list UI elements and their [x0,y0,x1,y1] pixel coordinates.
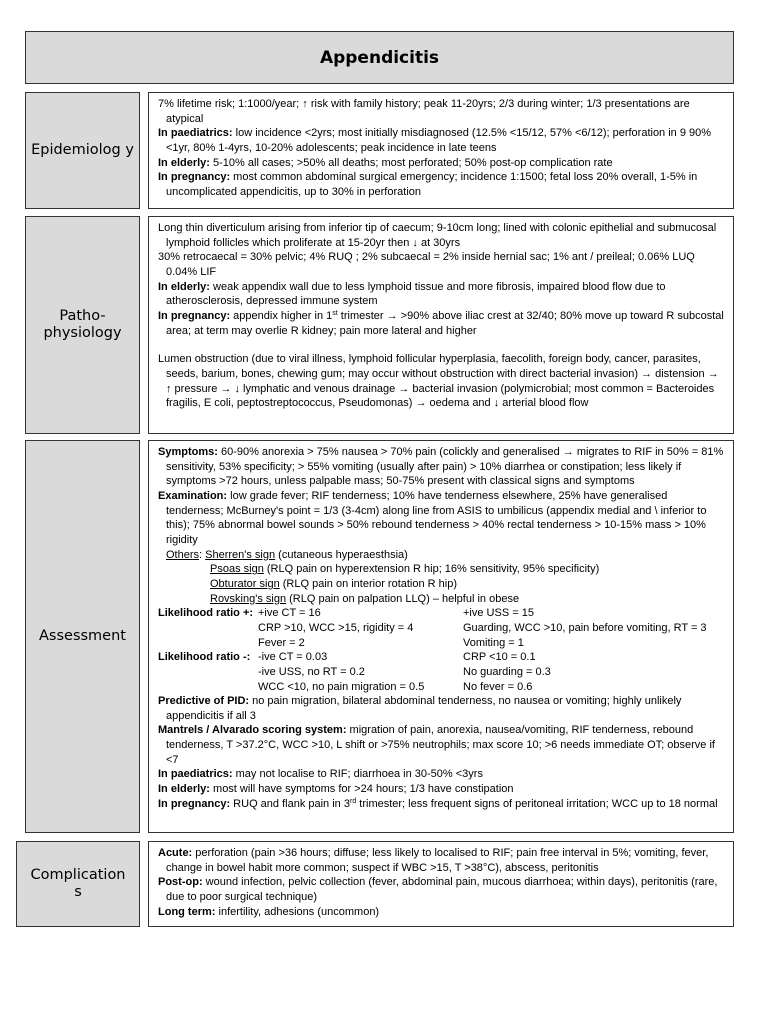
section-epidemiology [148,92,734,209]
section-label-complications: Complication s [16,841,140,927]
epi-line-2: In elderly: 5-10% all cases; >50% all deaths; most perforated; 50% post-op complication rate [158,156,613,169]
comp-acute: Acute: perforation (pain >36 hours; diffuse; less likely to localised to RIF; pain free interval in 5%; vomiting, fever, change in bowel habit more common; suspect if WBC >15, T >38°C), abscess, peritonitis [158,847,709,874]
assess-pid: Predictive of PID: no pain migration, bilateral abdominal tenderness, no nausea or vomiting; highly unlikely appendicitis if all 3 [158,695,682,722]
assess-pregnancy: In pregnancy: RUQ and flank pain in 3rd trimester; less frequent signs of peritoneal irritation; WCC up to 18 normal [158,797,718,810]
assess-elderly: In elderly: most will have symptoms for >24 hours; 1/3 have constipation [158,783,514,796]
title-box [25,31,734,84]
assess-symptoms: Symptoms: 60-90% anorexia > 75% nausea > 70% pain (colickly and generalised → migrates to RIF in 50% = 81% sensitivity, 53% specificity; > 55% vomiting (usually after pain) > 10% diarrhea or constipation; less likely if symptoms >72 hours, unless palpable mass; 50-75% present with classical signs and symptoms [158,446,724,488]
epi-line-0: 7% lifetime risk; 1:1000/year; ↑ risk with family history; peak 11-20yrs; 2/3 during winter; 1/3 presentations are atypical [158,98,690,125]
assess-obturator: Obturator sign (RLQ pain on interior rotation R hip) [210,577,458,590]
assess-mantrels: Mantrels / Alvarado scoring system: migration of pain, anorexia, nausea/vomiting, RIF tenderness, rebound tenderness, T >37.2°C, WCC >10, L shift or >75% neutrophils; max score 10; >6 needs immediate OT; observe if <7 [158,724,715,766]
patho-pregnancy: In pregnancy: appendix higher in 1st trimester → >90% above iliac crest at 32/40; 80% move up toward R subcostal area; at term may overlie R kidney; pain more lateral and higher [158,309,724,337]
epi-line-1: In paediatrics: low incidence <2yrs; most initially misdiagnosed (12.5% <15/12, 57% <6/12); perforation in 9 90% <1yr, 80% 1-4yrs, 10-20% adolescents; peak incidence in late teens [158,127,712,154]
section-label-assessment: Assessment [25,440,140,833]
lr-negative-row-0: Likelihood ratio -: -ive CT = 0.03 CRP <10 = 0.1 [158,651,536,664]
assess-paediatrics: In paediatrics: may not localise to RIF; diarrhoea in 30-50% <3yrs [158,768,483,781]
patho-line-2: 30% retrocaecal = 30% pelvic; 4% RUQ ; 2% subcaecal = 2% inside hernial sac; 1% ant / preileal; 0.06% LUQ 0.04% LIF [158,251,695,278]
section-label-pathophysiology: Patho- physiology [25,216,140,434]
assess-others: Others: Sherren's sign (cutaneous hyperaesthsia) [166,548,408,561]
section-complications [148,841,734,927]
section-label-epidemiology: Epidemiolog y [25,92,140,209]
comp-longterm: Long term: infertility, adhesions (uncommon) [158,905,380,918]
patho-elderly: In elderly: weak appendix wall due to less lymphoid tissue and more fibrosis, impaired blood flow due to atherosclerosis, depressed immune system [158,280,666,308]
epi-line-3: In pregnancy: most common abdominal surgical emergency; incidence 1:1500; fetal loss 20% overall, 1-5% in uncomplicated appendicitis, up to 30% in perforation [158,171,698,198]
lr-positive-row-1: CRP >10, WCC >15, rigidity = 4 Guarding, WCC >10, pain before vomiting, RT = 3 [258,621,707,634]
section-assessment [148,440,734,833]
lr-positive-row-2: Fever = 2 Vomiting = 1 [258,636,524,649]
lr-positive-row-0: Likelihood ratio +: +ive CT = 16 +ive USS = 15 [158,607,534,620]
page-title: Appendicitis [319,47,440,68]
lr-negative-row-2: WCC <10, no pain migration = 0.5 No fever = 0.6 [258,680,533,693]
assess-examination: Examination: low grade fever; RIF tenderness; 10% have tenderness elsewhere, 25% have generalised tenderness; McBurney's point = 1/3 (3-4cm) along line from ASIS to umbilicus (appendix medial and \ inferior to this); 75% abnormal bowel sounds > 50% rebound tenderness > 40% rectal tenderness > 10-15% mass > 10% rigidity [158,489,707,546]
patho-line-1: Long thin diverticulum arising from inferior tip of caecum; 9-10cm long; lined with colonic epithelial and submucosal lymphoid follicles which proliferate at 15-20yr then ↓ at 30yrs [158,222,717,249]
assess-psoas: Psoas sign (RLQ pain on hyperextension R hip; 16% sensitivity, 95% specificity) [210,563,600,576]
patho-lumen: Lumen obstruction (due to viral illness, lymphoid follicular hyperplasia, faecolith, foreign body, cancer, parasites, seeds, barium, bones, chewing gum; may occur without obstruction with direct bacterial invasion) → distension → ↑ pressure → ↓ lymphatic and venous drainage → bacterial invasion (polymicrobial; most common = Bacteroides fragilis, E coli, peptostreptococcus, Pseudomonas) → oedema and ↓ arterial blood flow [158,353,719,410]
section-pathophysiology [148,216,734,434]
assess-rovsking: Rovsking's sign (RLQ pain on palpation LLQ) – helpful in obese [210,592,520,605]
comp-postop: Post-op: wound infection, pelvic collection (fever, abdominal pain, mucous diarrhoea; within days), peritonitis (rare, due to poor surgical technique) [158,876,718,903]
lr-negative-row-1: -ive USS, no RT = 0.2 No guarding = 0.3 [258,665,551,678]
